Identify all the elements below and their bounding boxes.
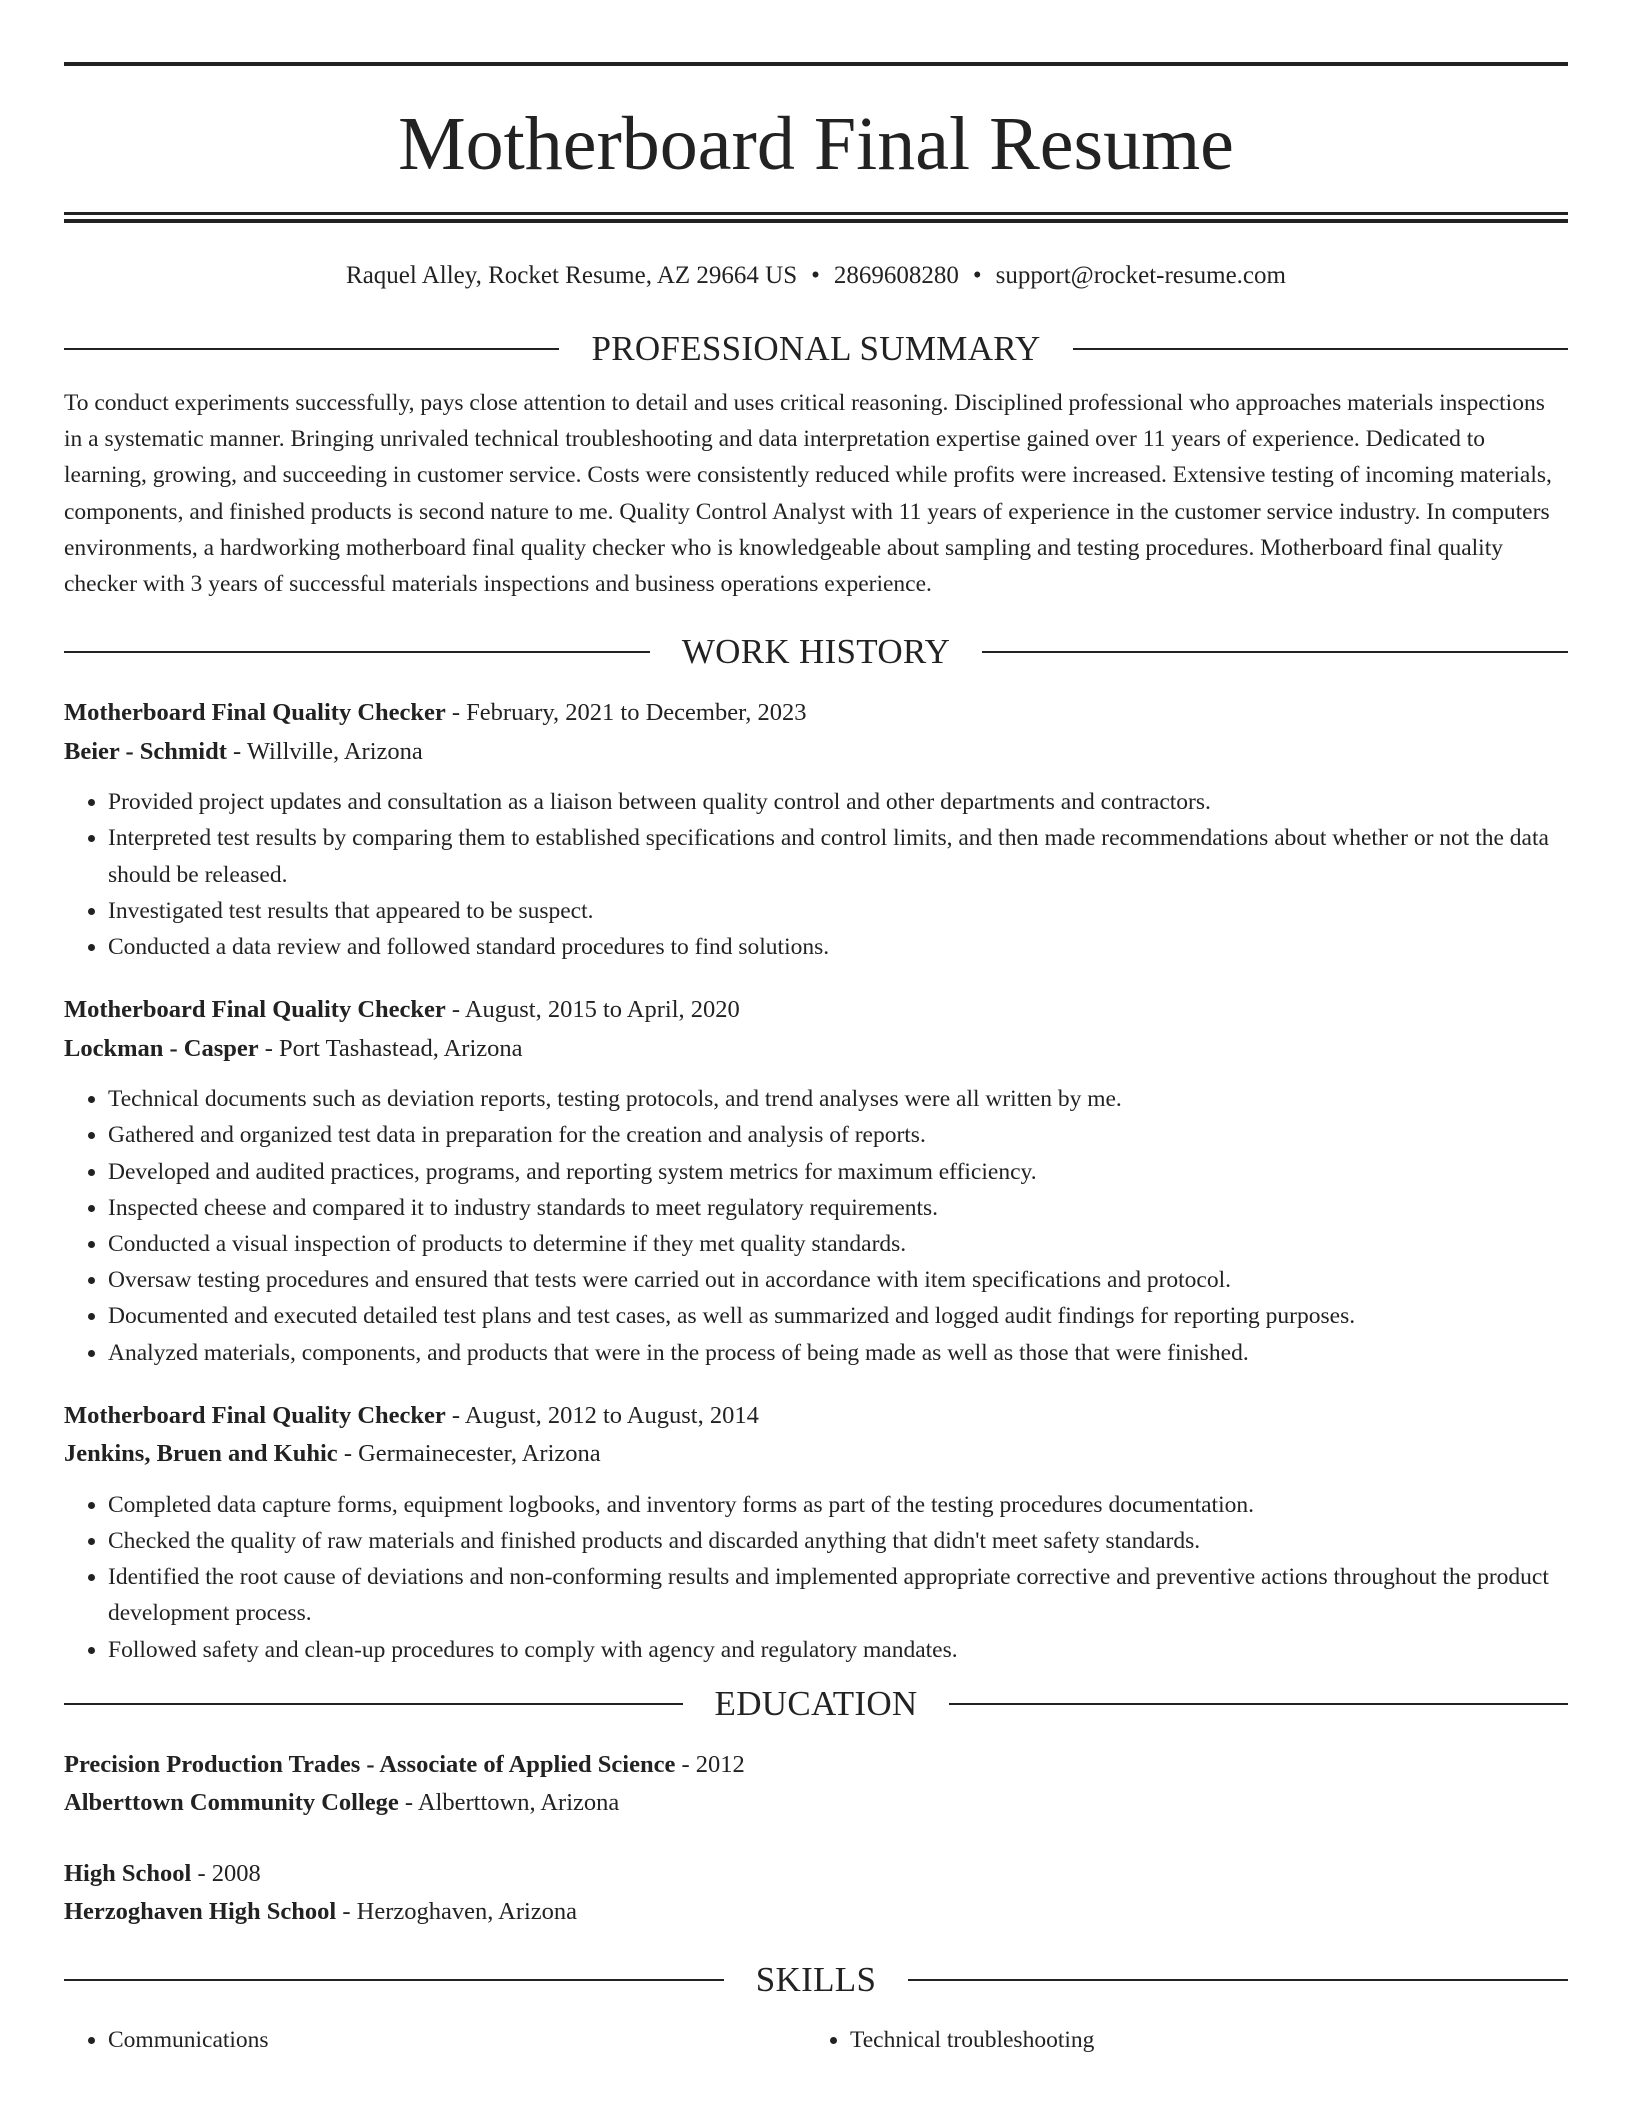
section-heading-work: [64, 632, 1568, 672]
divider-line: [908, 1979, 1568, 1981]
job-location: - Willville, Arizona: [226, 737, 423, 765]
skill-item: • Technical troubleshooting: [850, 2022, 1548, 2058]
job-company-line: [64, 1435, 1568, 1474]
job-dates: - February, 2021 to December, 2023: [445, 699, 807, 727]
job-title-line: [64, 1397, 1568, 1436]
divider-line: [982, 651, 1568, 653]
edu-school: Alberttown Community College: [64, 1789, 399, 1817]
edu-school-line: [64, 1893, 1568, 1932]
title-double-rule: [64, 212, 1568, 223]
edu-location: - Alberttown, Arizona: [398, 1789, 620, 1817]
job-bullets: [64, 1487, 1568, 1668]
list-item: • Documented and executed detailed test plans and test cases, as well as summarized and logged audit findings for reporting purposes.: [108, 1298, 1568, 1334]
summary-text: To conduct experiments successfully, pays close attention to detail and uses critical reasoning. Disciplined professional who approaches materials inspections in a systematic manner. Bringing unrivaled technical troubleshooting and data interpretation expertise gained over 11 years of experience. Dedicated to learning, growing, and succeeding in customer service. Costs were consistently reduced while profits were increased. Extensive testing of incoming materials, components, and finished products is second nature to me. Quality Control Analyst with 11 years of experience in the customer service industry. In computers environments, a hardworking motherboard final quality checker who is knowledgeable about sampling and testing procedures. Motherboard final quality checker with 3 years of successful materials inspections and business operations experience.: [64, 390, 1552, 598]
section-title: EDUCATION: [714, 1683, 918, 1723]
contact-phone: 2869608280: [833, 262, 959, 289]
edu-year: - 2008: [191, 1859, 261, 1887]
job-entry: [64, 1397, 1568, 1668]
job-company-line: [64, 1030, 1568, 1069]
education-entry: [64, 1855, 1568, 1932]
edu-degree: High School: [64, 1859, 192, 1887]
job-bullets: [64, 784, 1568, 965]
divider-line: [64, 1979, 724, 1981]
list-item: • Interpreted test results by comparing them to established specifications and control limits, and then made recommendations about whether or not the data should be released.: [108, 820, 1568, 892]
section-title: WORK HISTORY: [681, 632, 951, 672]
job-company: Beier - Schmidt: [64, 737, 227, 765]
list-item: • Followed safety and clean-up procedures to comply with agency and regulatory mandates.: [108, 1632, 1568, 1668]
job-title-line: [64, 694, 1568, 733]
list-item: • Developed and audited practices, programs, and reporting system metrics for maximum efficiency.: [108, 1154, 1568, 1190]
list-item: • Provided project updates and consultation as a liaison between quality control and other departments and contractors.: [108, 784, 1568, 820]
job-title: Motherboard Final Quality Checker: [64, 996, 446, 1024]
list-item: • Conducted a visual inspection of products to determine if they met quality standards.: [108, 1226, 1568, 1262]
job-entry: [64, 694, 1568, 965]
job-title: Motherboard Final Quality Checker: [64, 1401, 446, 1429]
edu-school-line: [64, 1784, 1568, 1823]
edu-school: Herzoghaven High School: [64, 1898, 337, 1926]
list-item: • Investigated test results that appeared to be suspect.: [108, 893, 1568, 929]
education-entry: [64, 1746, 1568, 1823]
job-company: Jenkins, Bruen and Kuhic: [64, 1440, 338, 1468]
list-item: • Gathered and organized test data in preparation for the creation and analysis of reports.: [108, 1117, 1568, 1153]
divider-line: [949, 1703, 1568, 1705]
divider-line: [64, 651, 650, 653]
list-item: • Identified the root cause of deviations and non-conforming results and implemented appropriate corrective and preventive actions throughout the product development process.: [108, 1559, 1568, 1631]
edu-year: - 2012: [675, 1750, 745, 1778]
edu-degree-line: [64, 1855, 1568, 1894]
edu-degree: Precision Production Trades - Associate of Applied Science: [64, 1750, 676, 1778]
contact-address: Raquel Alley, Rocket Resume, AZ 29664 US: [346, 262, 798, 289]
contact-email[interactable]: support@rocket-resume.com: [995, 262, 1286, 289]
job-company: Lockman - Casper: [64, 1034, 259, 1062]
list-item: • Checked the quality of raw materials and finished products and discarded anything that didn't meet safety standards.: [108, 1523, 1568, 1559]
contact-line: [64, 261, 1568, 291]
skills-column-left: [64, 2022, 806, 2058]
section-title: SKILLS: [755, 1959, 877, 1999]
skills-list: [64, 2022, 1568, 2058]
job-bullets: [64, 1081, 1568, 1371]
list-item: • Conducted a data review and followed standard procedures to find solutions.: [108, 929, 1568, 965]
list-item: • Oversaw testing procedures and ensured that tests were carried out in accordance with item specifications and protocol.: [108, 1262, 1568, 1298]
contact-separator: •: [811, 262, 820, 289]
section-heading-summary: [64, 329, 1568, 369]
section-title: PROFESSIONAL SUMMARY: [591, 329, 1041, 368]
job-location: - Port Tashastead, Arizona: [258, 1034, 523, 1062]
job-dates: - August, 2015 to April, 2020: [445, 996, 740, 1024]
divider-line: [64, 348, 559, 350]
list-item: • Completed data capture forms, equipment logbooks, and inventory forms as part of the testing procedures documentation.: [108, 1487, 1568, 1523]
section-heading-skills: [64, 1960, 1568, 2000]
divider-line: [1073, 348, 1568, 350]
job-entry: [64, 991, 1568, 1371]
list-item: • Technical documents such as deviation reports, testing protocols, and trend analyses were all written by me.: [108, 1081, 1568, 1117]
job-company-line: [64, 733, 1568, 772]
job-dates: - August, 2012 to August, 2014: [445, 1401, 759, 1429]
resume-page: [64, 62, 1568, 2058]
skills-column-right: [806, 2022, 1548, 2058]
job-title: Motherboard Final Quality Checker: [64, 699, 446, 727]
divider-line: [64, 1703, 683, 1705]
list-item: • Inspected cheese and compared it to industry standards to meet regulatory requirements.: [108, 1190, 1568, 1226]
contact-separator: •: [972, 262, 982, 289]
edu-location: - Herzoghaven, Arizona: [336, 1898, 578, 1926]
section-heading-education: [64, 1684, 1568, 1724]
job-title-line: [64, 991, 1568, 1030]
list-item: • Analyzed materials, components, and products that were in the process of being made as well as those that were finished.: [108, 1335, 1568, 1371]
resume-title: Motherboard Final Resume: [398, 102, 1234, 186]
top-rule: [64, 62, 1568, 66]
skill-item: • Communications: [108, 2022, 806, 2058]
edu-degree-line: [64, 1746, 1568, 1785]
job-location: - Germainecester, Arizona: [337, 1440, 601, 1468]
